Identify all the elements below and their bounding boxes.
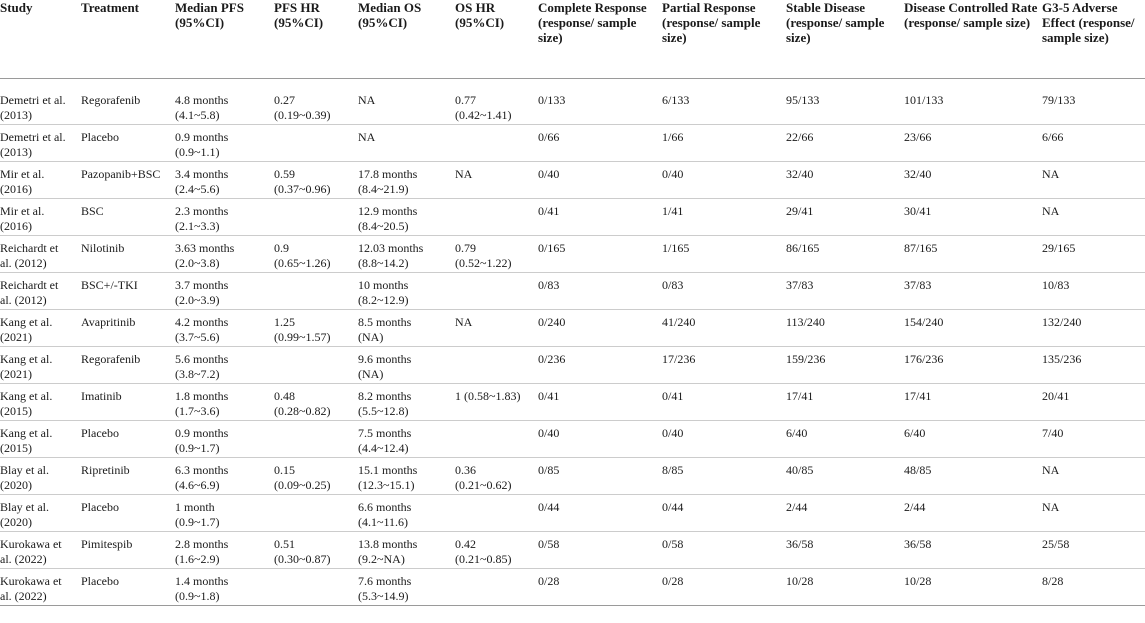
table-cell: 101/133 bbox=[904, 79, 1042, 125]
table-cell: Placebo bbox=[81, 125, 175, 162]
table-cell: Mir et al. (2016) bbox=[0, 162, 81, 199]
table-cell bbox=[455, 421, 538, 458]
table-cell bbox=[455, 199, 538, 236]
table-body bbox=[0, 79, 1145, 606]
table-cell: 17/41 bbox=[786, 384, 904, 421]
table-cell: Imatinib bbox=[81, 384, 175, 421]
table-row bbox=[0, 310, 1145, 347]
table-cell: BSC+/-TKI bbox=[81, 273, 175, 310]
table-cell bbox=[274, 199, 358, 236]
table-cell: 0/40 bbox=[538, 162, 662, 199]
table-cell: NA bbox=[455, 162, 538, 199]
table-cell: 3.4 months (2.4~5.6) bbox=[175, 162, 274, 199]
table-cell: Kang et al. (2021) bbox=[0, 347, 81, 384]
table-cell: 32/40 bbox=[904, 162, 1042, 199]
table-cell: NA bbox=[1042, 458, 1145, 495]
table-cell: 36/58 bbox=[904, 532, 1042, 569]
table-cell: Blay et al. (2020) bbox=[0, 458, 81, 495]
table-cell: 5.6 months (3.8~7.2) bbox=[175, 347, 274, 384]
table-cell bbox=[274, 421, 358, 458]
table-cell: 1 (0.58~1.83) bbox=[455, 384, 538, 421]
table-cell bbox=[455, 273, 538, 310]
table-row bbox=[0, 495, 1145, 532]
table-cell: NA bbox=[1042, 162, 1145, 199]
table-cell: 6.6 months (4.1~11.6) bbox=[358, 495, 455, 532]
table-cell: 0/66 bbox=[538, 125, 662, 162]
table-cell: 8/28 bbox=[1042, 569, 1145, 606]
table-cell: NA bbox=[358, 125, 455, 162]
table-cell: Avapritinib bbox=[81, 310, 175, 347]
column-header: Median PFS (95%CI) bbox=[175, 0, 274, 79]
table-cell: Pazopanib+BSC bbox=[81, 162, 175, 199]
table-cell: 0.9 months (0.9~1.1) bbox=[175, 125, 274, 162]
table-cell: 48/85 bbox=[904, 458, 1042, 495]
table-cell: 2/44 bbox=[904, 495, 1042, 532]
table-cell: Kang et al. (2021) bbox=[0, 310, 81, 347]
table-cell: 20/41 bbox=[1042, 384, 1145, 421]
table-cell: Demetri et al. (2013) bbox=[0, 79, 81, 125]
column-header: Median OS (95%CI) bbox=[358, 0, 455, 79]
table-cell: BSC bbox=[81, 199, 175, 236]
table-cell: Blay et al. (2020) bbox=[0, 495, 81, 532]
table-row bbox=[0, 125, 1145, 162]
table-cell: 0.9 months (0.9~1.7) bbox=[175, 421, 274, 458]
table-cell: 6/40 bbox=[904, 421, 1042, 458]
column-header: G3-5 Adverse Effect (response/ sample size) bbox=[1042, 0, 1145, 79]
table-cell bbox=[274, 125, 358, 162]
table-cell: 79/133 bbox=[1042, 79, 1145, 125]
table-cell: 0/44 bbox=[662, 495, 786, 532]
table-cell: NA bbox=[1042, 495, 1145, 532]
header-row bbox=[0, 0, 1145, 79]
table-cell: 0/41 bbox=[662, 384, 786, 421]
table-cell: Reichardt et al. (2012) bbox=[0, 236, 81, 273]
table-cell: 17/41 bbox=[904, 384, 1042, 421]
table-cell: 32/40 bbox=[786, 162, 904, 199]
table-cell: 0.51 (0.30~0.87) bbox=[274, 532, 358, 569]
table-cell: 0/83 bbox=[538, 273, 662, 310]
table-cell: NA bbox=[358, 79, 455, 125]
table-cell: NA bbox=[1042, 199, 1145, 236]
table-cell: Mir et al. (2016) bbox=[0, 199, 81, 236]
table-cell: 29/41 bbox=[786, 199, 904, 236]
table-cell: 10 months (8.2~12.9) bbox=[358, 273, 455, 310]
column-header: Partial Response (response/ sample size) bbox=[662, 0, 786, 79]
table-cell: 0/240 bbox=[538, 310, 662, 347]
table-cell: 1/165 bbox=[662, 236, 786, 273]
table-cell: 7.6 months (5.3~14.9) bbox=[358, 569, 455, 606]
table-cell: 0/41 bbox=[538, 199, 662, 236]
table-cell: 0/28 bbox=[538, 569, 662, 606]
table-cell: 10/28 bbox=[904, 569, 1042, 606]
table-cell: 40/85 bbox=[786, 458, 904, 495]
column-header: PFS HR (95%CI) bbox=[274, 0, 358, 79]
table-cell: 41/240 bbox=[662, 310, 786, 347]
table-cell: 13.8 months (9.2~NA) bbox=[358, 532, 455, 569]
table-cell: Kurokawa et al. (2022) bbox=[0, 569, 81, 606]
table-cell: 0.36 (0.21~0.62) bbox=[455, 458, 538, 495]
table-cell: 135/236 bbox=[1042, 347, 1145, 384]
table-cell: 1.4 months (0.9~1.8) bbox=[175, 569, 274, 606]
table-cell: 0/58 bbox=[662, 532, 786, 569]
column-header: Disease Controlled Rate (response/ sample size) bbox=[904, 0, 1042, 79]
table-cell: 15.1 months (12.3~15.1) bbox=[358, 458, 455, 495]
table-cell: 0/236 bbox=[538, 347, 662, 384]
table-cell: 0/165 bbox=[538, 236, 662, 273]
table-cell: Demetri et al. (2013) bbox=[0, 125, 81, 162]
table-cell: 8/85 bbox=[662, 458, 786, 495]
table-row bbox=[0, 79, 1145, 125]
table-cell: Kang et al. (2015) bbox=[0, 384, 81, 421]
table-cell: 0/40 bbox=[662, 421, 786, 458]
table-cell: 2.3 months (2.1~3.3) bbox=[175, 199, 274, 236]
table-cell bbox=[274, 273, 358, 310]
table-cell: 6/133 bbox=[662, 79, 786, 125]
table-cell: 23/66 bbox=[904, 125, 1042, 162]
table-cell: Kang et al. (2015) bbox=[0, 421, 81, 458]
column-header: Study bbox=[0, 0, 81, 79]
table-cell: Kurokawa et al. (2022) bbox=[0, 532, 81, 569]
table-cell: 10/83 bbox=[1042, 273, 1145, 310]
table-cell bbox=[274, 495, 358, 532]
table-cell: 0.27 (0.19~0.39) bbox=[274, 79, 358, 125]
table-cell: 0/133 bbox=[538, 79, 662, 125]
table-cell: 1/66 bbox=[662, 125, 786, 162]
table-cell: 17.8 months (8.4~21.9) bbox=[358, 162, 455, 199]
table-cell: 6/66 bbox=[1042, 125, 1145, 162]
table-cell: 0.48 (0.28~0.82) bbox=[274, 384, 358, 421]
table-cell: 1.25 (0.99~1.57) bbox=[274, 310, 358, 347]
table-cell: 37/83 bbox=[786, 273, 904, 310]
table-cell: 8.5 months (NA) bbox=[358, 310, 455, 347]
table-cell: 0/85 bbox=[538, 458, 662, 495]
table-cell: 9.6 months (NA) bbox=[358, 347, 455, 384]
table-cell: 12.9 months (8.4~20.5) bbox=[358, 199, 455, 236]
table-cell: Ripretinib bbox=[81, 458, 175, 495]
table-cell: 22/66 bbox=[786, 125, 904, 162]
table-cell: 0.79 (0.52~1.22) bbox=[455, 236, 538, 273]
table-row bbox=[0, 458, 1145, 495]
table-cell: 1.8 months (1.7~3.6) bbox=[175, 384, 274, 421]
table-cell: 0.15 (0.09~0.25) bbox=[274, 458, 358, 495]
table-row bbox=[0, 199, 1145, 236]
table-cell: 154/240 bbox=[904, 310, 1042, 347]
table-cell: Placebo bbox=[81, 569, 175, 606]
table-cell: Nilotinib bbox=[81, 236, 175, 273]
table-row bbox=[0, 532, 1145, 569]
table-cell: 159/236 bbox=[786, 347, 904, 384]
table-cell: 0.9 (0.65~1.26) bbox=[274, 236, 358, 273]
table-cell: 17/236 bbox=[662, 347, 786, 384]
table-cell: 7.5 months (4.4~12.4) bbox=[358, 421, 455, 458]
table-cell: 0/41 bbox=[538, 384, 662, 421]
table-cell: 4.8 months (4.1~5.8) bbox=[175, 79, 274, 125]
table-cell: 113/240 bbox=[786, 310, 904, 347]
table-cell bbox=[274, 347, 358, 384]
table-cell: Regorafenib bbox=[81, 79, 175, 125]
table-cell: 87/165 bbox=[904, 236, 1042, 273]
table-cell: 30/41 bbox=[904, 199, 1042, 236]
table-cell: 0/40 bbox=[662, 162, 786, 199]
table-row bbox=[0, 273, 1145, 310]
table-cell: 25/58 bbox=[1042, 532, 1145, 569]
table-cell: 6/40 bbox=[786, 421, 904, 458]
table-cell: Regorafenib bbox=[81, 347, 175, 384]
table-cell: 3.63 months (2.0~3.8) bbox=[175, 236, 274, 273]
table-cell: 0/44 bbox=[538, 495, 662, 532]
table-row bbox=[0, 236, 1145, 273]
table-row bbox=[0, 421, 1145, 458]
table-cell: 176/236 bbox=[904, 347, 1042, 384]
table-cell: 0/40 bbox=[538, 421, 662, 458]
table-cell: 1 month (0.9~1.7) bbox=[175, 495, 274, 532]
column-header: Stable Disease (response/ sample size) bbox=[786, 0, 904, 79]
table-row bbox=[0, 384, 1145, 421]
table-cell: 0/58 bbox=[538, 532, 662, 569]
table-cell: Pimitespib bbox=[81, 532, 175, 569]
table-cell: 29/165 bbox=[1042, 236, 1145, 273]
table-cell: 12.03 months (8.8~14.2) bbox=[358, 236, 455, 273]
table-cell: 95/133 bbox=[786, 79, 904, 125]
table-cell: 0/28 bbox=[662, 569, 786, 606]
table-row bbox=[0, 347, 1145, 384]
table-cell: 3.7 months (2.0~3.9) bbox=[175, 273, 274, 310]
table-cell: 0.42 (0.21~0.85) bbox=[455, 532, 538, 569]
table-cell: 7/40 bbox=[1042, 421, 1145, 458]
table-cell: 1/41 bbox=[662, 199, 786, 236]
table-cell bbox=[455, 569, 538, 606]
table-cell: NA bbox=[455, 310, 538, 347]
table-row bbox=[0, 162, 1145, 199]
table-cell bbox=[274, 569, 358, 606]
table-cell: 0.59 (0.37~0.96) bbox=[274, 162, 358, 199]
table-cell: 0/83 bbox=[662, 273, 786, 310]
table-cell bbox=[455, 495, 538, 532]
table-cell: Reichardt et al. (2012) bbox=[0, 273, 81, 310]
table-cell: 0.77 (0.42~1.41) bbox=[455, 79, 538, 125]
table-cell: 2/44 bbox=[786, 495, 904, 532]
table-cell: Placebo bbox=[81, 421, 175, 458]
table-cell: 36/58 bbox=[786, 532, 904, 569]
table-cell: 6.3 months (4.6~6.9) bbox=[175, 458, 274, 495]
column-header: Treatment bbox=[81, 0, 175, 79]
table-cell: 132/240 bbox=[1042, 310, 1145, 347]
column-header: Complete Response (response/ sample size) bbox=[538, 0, 662, 79]
table-cell bbox=[455, 125, 538, 162]
table-cell: 37/83 bbox=[904, 273, 1042, 310]
column-header: OS HR (95%CI) bbox=[455, 0, 538, 79]
table-cell: 2.8 months (1.6~2.9) bbox=[175, 532, 274, 569]
table-cell: 8.2 months (5.5~12.8) bbox=[358, 384, 455, 421]
table-cell: 4.2 months (3.7~5.6) bbox=[175, 310, 274, 347]
table-row bbox=[0, 569, 1145, 606]
table-header bbox=[0, 0, 1145, 79]
table-cell: 86/165 bbox=[786, 236, 904, 273]
table-cell: 10/28 bbox=[786, 569, 904, 606]
table-cell: Placebo bbox=[81, 495, 175, 532]
table-cell bbox=[455, 347, 538, 384]
